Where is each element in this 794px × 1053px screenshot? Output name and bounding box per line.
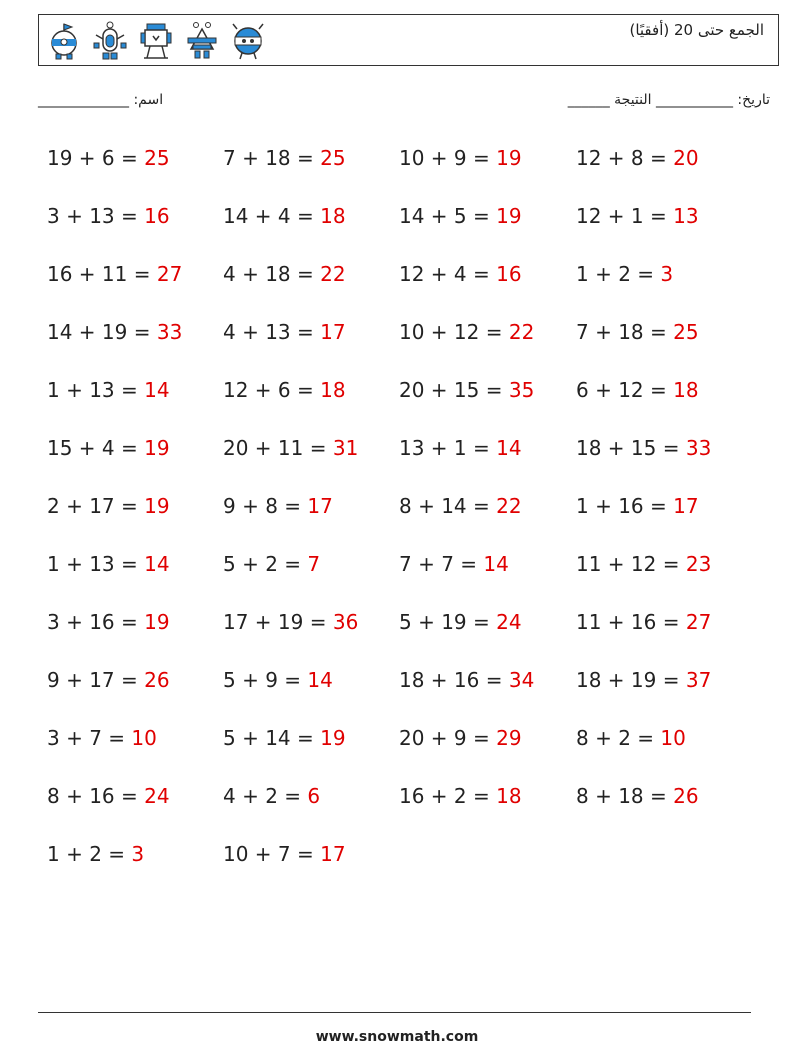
problem-item: [223, 146, 346, 170]
problem-item: [47, 726, 157, 750]
problem-item: [576, 726, 686, 750]
problem-question: 8 + 14 =: [399, 494, 497, 518]
problem-item: [47, 668, 170, 692]
problem-question: 8 + 2 =: [576, 726, 661, 750]
problem-answer: 37: [685, 668, 712, 692]
problem-item: [399, 668, 534, 692]
problem-item: [223, 204, 346, 228]
robot-5-icon: [231, 21, 265, 61]
problem-answer: 25: [144, 146, 170, 170]
problem-question: 10 + 9 =: [399, 146, 497, 170]
problem-answer: 3: [660, 262, 674, 286]
problem-question: 18 + 16 =: [399, 668, 509, 692]
robot-1-icon: [47, 21, 81, 61]
problem-item: [47, 204, 170, 228]
problem-question: 4 + 13 =: [223, 320, 321, 344]
problem-answer: 10: [131, 726, 157, 750]
problem-answer: 33: [156, 320, 183, 344]
footer-url: www.snowmath.com: [315, 1029, 479, 1045]
problem-question: 1 + 13 =: [47, 552, 145, 576]
problem-question: 19 + 6 =: [47, 146, 145, 170]
problem-item: [576, 320, 699, 344]
problem-answer: 10: [660, 726, 686, 750]
problem-answer: 14: [496, 436, 522, 460]
problem-item: [576, 204, 699, 228]
problem-answer: 19: [144, 436, 170, 460]
problem-item: [576, 494, 699, 518]
problem-answer: 14: [144, 552, 170, 576]
problem-question: 13 + 1 =: [399, 436, 497, 460]
problem-answer: 18: [496, 784, 522, 808]
problem-item: [576, 552, 711, 576]
problem-item: [223, 726, 346, 750]
problem-item: [223, 784, 320, 808]
problem-answer: 24: [144, 784, 170, 808]
problem-question: 14 + 4 =: [223, 204, 321, 228]
problem-question: 5 + 2 =: [223, 552, 308, 576]
problem-question: 17 + 19 =: [223, 610, 333, 634]
problem-answer: 35: [508, 378, 535, 402]
problem-item: [47, 320, 182, 344]
problem-item: [47, 842, 144, 866]
robot-3-icon: [139, 21, 173, 61]
problem-question: 11 + 16 =: [576, 610, 686, 634]
problem-answer: 24: [496, 610, 522, 634]
problem-question: 9 + 17 =: [47, 668, 145, 692]
problem-item: [47, 436, 170, 460]
worksheet-title: الجمع حتى 20 (أفقيًا): [629, 21, 764, 39]
problem-item: [576, 378, 699, 402]
problem-item: [399, 436, 522, 460]
problem-answer: 26: [144, 668, 170, 692]
problem-question: 4 + 2 =: [223, 784, 308, 808]
problem-answer: 6: [307, 784, 321, 808]
problem-item: [399, 784, 522, 808]
problem-item: [223, 436, 358, 460]
problem-question: 7 + 18 =: [576, 320, 674, 344]
problem-row: [47, 146, 767, 176]
problem-answer: 19: [496, 204, 522, 228]
problem-answer: 19: [496, 146, 522, 170]
problem-item: [576, 784, 699, 808]
problem-item: [47, 552, 170, 576]
problem-answer: 26: [673, 784, 699, 808]
problem-question: 16 + 2 =: [399, 784, 497, 808]
problem-answer: 27: [156, 262, 183, 286]
problem-item: [47, 610, 170, 634]
robot-2-icon: [93, 21, 127, 61]
problem-question: 15 + 4 =: [47, 436, 145, 460]
problem-question: 3 + 7 =: [47, 726, 132, 750]
problem-row: [47, 552, 767, 582]
problem-answer: 34: [508, 668, 535, 692]
problem-item: [47, 784, 170, 808]
problem-answer: 14: [307, 668, 333, 692]
problem-answer: 33: [685, 436, 712, 460]
problem-row: [47, 668, 767, 698]
problem-question: 1 + 2 =: [47, 842, 132, 866]
problem-row: [47, 726, 767, 756]
problem-answer: 29: [496, 726, 522, 750]
problem-row: [47, 378, 767, 408]
problem-question: 2 + 17 =: [47, 494, 145, 518]
problem-question: 20 + 11 =: [223, 436, 333, 460]
problem-item: [399, 552, 509, 576]
problem-item: [47, 494, 170, 518]
problem-question: 14 + 19 =: [47, 320, 157, 344]
problem-answer: 22: [320, 262, 346, 286]
problem-item: [223, 610, 358, 634]
problem-item: [399, 262, 522, 286]
problem-question: 12 + 1 =: [576, 204, 674, 228]
problem-question: 4 + 18 =: [223, 262, 321, 286]
problem-answer: 3: [131, 842, 145, 866]
problem-question: 12 + 6 =: [223, 378, 321, 402]
problem-question: 14 + 5 =: [399, 204, 497, 228]
problem-answer: 14: [144, 378, 170, 402]
problem-question: 6 + 12 =: [576, 378, 674, 402]
problem-question: 8 + 16 =: [47, 784, 145, 808]
problem-item: [47, 262, 182, 286]
problem-answer: 18: [320, 204, 346, 228]
problem-question: 12 + 4 =: [399, 262, 497, 286]
problem-item: [576, 436, 711, 460]
problem-question: 7 + 18 =: [223, 146, 321, 170]
problem-item: [223, 842, 346, 866]
problem-question: 1 + 13 =: [47, 378, 145, 402]
problem-question: 8 + 18 =: [576, 784, 674, 808]
problem-answer: 27: [685, 610, 712, 634]
problem-question: 5 + 14 =: [223, 726, 321, 750]
problem-item: [399, 610, 522, 634]
problem-row: [47, 320, 767, 350]
problem-answer: 25: [673, 320, 699, 344]
problem-answer: 19: [320, 726, 346, 750]
problem-item: [576, 262, 673, 286]
problem-question: 20 + 9 =: [399, 726, 497, 750]
problem-item: [223, 378, 346, 402]
problem-question: 1 + 2 =: [576, 262, 661, 286]
problem-item: [223, 262, 346, 286]
problem-row: [47, 494, 767, 524]
problem-question: 1 + 16 =: [576, 494, 674, 518]
problem-answer: 13: [673, 204, 699, 228]
problem-item: [576, 668, 711, 692]
problem-answer: 36: [332, 610, 359, 634]
problem-answer: 17: [307, 494, 333, 518]
problem-item: [399, 378, 534, 402]
problem-question: 20 + 15 =: [399, 378, 509, 402]
problem-question: 12 + 8 =: [576, 146, 674, 170]
problem-question: 9 + 8 =: [223, 494, 308, 518]
problem-item: [576, 610, 711, 634]
problem-question: 7 + 7 =: [399, 552, 484, 576]
problem-question: 18 + 19 =: [576, 668, 686, 692]
robot-4-icon: [185, 21, 219, 61]
problem-question: 5 + 19 =: [399, 610, 497, 634]
worksheet-header: [38, 14, 779, 66]
problem-row: [47, 262, 767, 292]
problem-answer: 17: [320, 842, 346, 866]
problem-answer: 17: [320, 320, 346, 344]
problem-answer: 16: [496, 262, 522, 286]
problem-answer: 17: [673, 494, 699, 518]
problem-item: [576, 146, 699, 170]
problem-item: [399, 204, 522, 228]
problem-item: [399, 146, 522, 170]
problem-answer: 22: [508, 320, 535, 344]
problem-question: 10 + 12 =: [399, 320, 509, 344]
problem-question: 16 + 11 =: [47, 262, 157, 286]
problem-item: [47, 146, 170, 170]
problem-answer: 18: [320, 378, 346, 402]
problem-answer: 20: [673, 146, 699, 170]
problem-answer: 18: [673, 378, 699, 402]
icon-strip: [47, 21, 265, 61]
problem-item: [223, 494, 333, 518]
problem-item: [399, 320, 534, 344]
problem-item: [47, 378, 170, 402]
problem-item: [399, 726, 522, 750]
problem-row: [47, 784, 767, 814]
problem-answer: 14: [483, 552, 509, 576]
problem-item: [223, 668, 333, 692]
problem-answer: 23: [685, 552, 712, 576]
problem-question: 3 + 16 =: [47, 610, 145, 634]
date-score-label: تاريخ: ___________ النتيجة ______: [567, 92, 770, 108]
problem-item: [223, 320, 346, 344]
problem-question: 11 + 12 =: [576, 552, 686, 576]
problem-question: 10 + 7 =: [223, 842, 321, 866]
problem-answer: 31: [332, 436, 359, 460]
problem-item: [399, 494, 522, 518]
problem-answer: 19: [144, 610, 170, 634]
problem-item: [223, 552, 320, 576]
footer-divider: [38, 1012, 751, 1013]
problem-answer: 7: [307, 552, 321, 576]
problem-answer: 22: [496, 494, 522, 518]
problem-answer: 16: [144, 204, 170, 228]
problem-row: [47, 436, 767, 466]
name-field-label: اسم: _____________: [38, 92, 164, 108]
problem-row: [47, 610, 767, 640]
problem-answer: 19: [144, 494, 170, 518]
problem-question: 18 + 15 =: [576, 436, 686, 460]
problem-question: 3 + 13 =: [47, 204, 145, 228]
problem-answer: 25: [320, 146, 346, 170]
problem-question: 5 + 9 =: [223, 668, 308, 692]
problem-row: [47, 842, 767, 872]
problem-row: [47, 204, 767, 234]
